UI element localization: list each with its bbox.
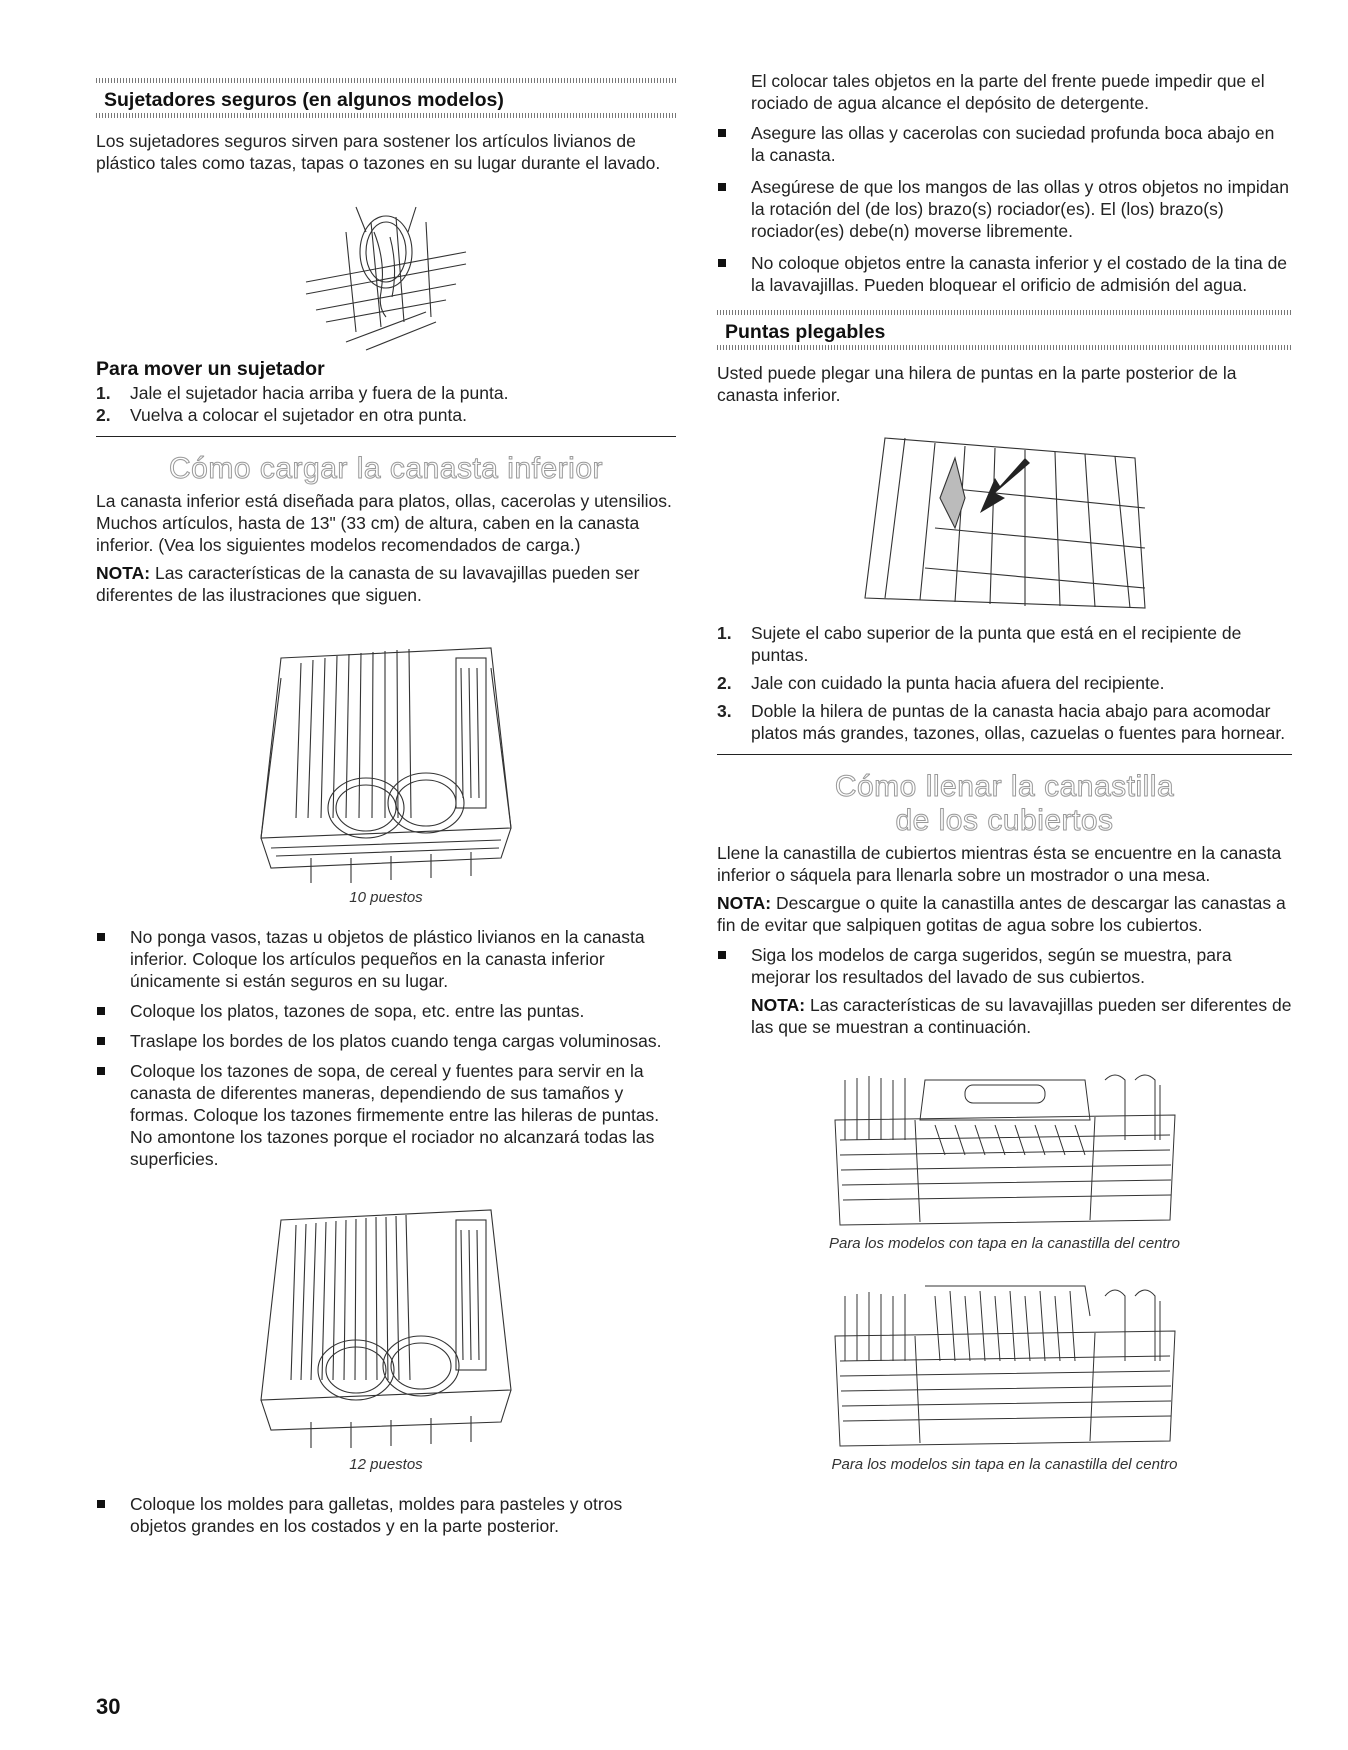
caption-basket-without-lid: Para los modelos sin tapa en la canastilla del centro [831, 1456, 1178, 1473]
cutlery-note-2: NOTA: Las características de su lavavajillas pueden ser diferentes de las que se muestran a continuación. [751, 995, 1292, 1037]
cutlery-intro: Llene la canastilla de cubiertos mientras ésta se encuentre en la canasta inferior o sáquela para llenarla sobre un mostrador o una mesa. [717, 843, 1282, 885]
rack-12-settings-illustration [251, 1190, 521, 1455]
secure-clips-text: Los sujetadores seguros sirven para sostener los artículos livianos de plástico tales como tazas, tapas o tazones en su lugar durante el lavado. [96, 131, 661, 173]
secure-clip-illustration [286, 192, 486, 352]
fold-tines-heading: Puntas plegables [725, 321, 886, 343]
lower-rack-bullets [96, 926, 676, 1170]
caption-basket-with-lid: Para los modelos con tapa en la canastilla del centro [828, 1235, 1181, 1252]
lower-rack-note: NOTA: Las características de la canasta de su lavavajillas pueden ser diferentes de las ilustraciones que siguen. [96, 563, 640, 605]
right-column [717, 0, 1292, 1475]
folding-tines-illustration [845, 418, 1165, 618]
move-clip-steps [96, 382, 676, 426]
left-column [96, 0, 676, 1537]
caption-10-settings: 10 puestos [349, 889, 423, 906]
cutlery-note: NOTA: Descargue o quite la canastilla antes de descargar las canastas a fin de evitar que salpiquen gotitas de agua sobre los cubiertos. [717, 893, 1286, 935]
lower-rack-intro: La canasta inferior está diseñada para platos, ollas, cacerolas y utensilios. Muchos artículos, hasta de 13" (33 cm) de altura, caben en la canasta inferior. (Vea los siguientes modelos recomendados de carga.) [96, 491, 672, 555]
list-item: 1. Sujete el cabo superior de la punta que está en el recipiente de puntas. [717, 623, 1242, 665]
cutlery-bullets [717, 944, 1292, 988]
list-item: Siga los modelos de carga sugeridos, según se muestra, para mejorar los resultados del lavado de sus cubiertos. [717, 944, 1292, 988]
list-item: 3. Doble la hilera de puntas de la canasta hacia abajo para acomodar platos más grandes, tazones, ollas, cazuelas o fuentes para hornear. [717, 701, 1286, 743]
fold-tines-text: Usted puede plegar una hilera de puntas en la parte posterior de la canasta inferior. [717, 363, 1237, 405]
page-number: 30 [96, 1694, 121, 1719]
cutlery-heading-line2: de los cubiertos [895, 804, 1114, 837]
list-item: 2. Vuelva a colocar el sujetador en otra punta. [96, 405, 467, 425]
section-rule-top [717, 310, 1292, 315]
lower-rack-last-bullet [96, 1493, 676, 1537]
list-item: 1. Jale el sujetador hacia arriba y fuera de la punta. [96, 383, 509, 403]
continued-text: El colocar tales objetos en la parte del frente puede impedir que el rociado de agua alcance el depósito de detergente. [751, 71, 1265, 113]
list-item: Traslape los bordes de los platos cuando tenga cargas voluminosas. [96, 1030, 676, 1052]
cutlery-basket-nolid-illustration [815, 1276, 1195, 1451]
caption-12-settings: 12 puestos [349, 1456, 423, 1473]
section-rule-top [96, 78, 676, 83]
section-rule-bottom [96, 113, 676, 118]
list-item: No ponga vasos, tazas u objetos de plástico livianos en la canasta inferior. Coloque los artículos pequeños en la canasta inferior únicamente si están seguros en su lugar. [96, 926, 676, 992]
list-item: Asegure las ollas y cacerolas con suciedad profunda boca abajo en la canasta. [717, 122, 1292, 166]
list-item: Coloque los moldes para galletas, moldes para pasteles y otros objetos grandes en los costados y en la parte posterior. [96, 1493, 676, 1537]
list-item: 2. Jale con cuidado la punta hacia afuera del recipiente. [717, 673, 1165, 693]
pots-bullets [717, 122, 1292, 296]
secure-clips-heading: Sujetadores seguros (en algunos modelos) [104, 89, 504, 111]
cutlery-heading-line1: Cómo llenar la canastilla [834, 770, 1175, 803]
fold-tines-steps [717, 622, 1292, 744]
section-rule-bottom [717, 345, 1292, 350]
list-item: No coloque objetos entre la canasta inferior y el costado de la tina de la lavavajillas. Pueden bloquear el orificio de admisión del agua. [717, 252, 1292, 296]
move-clip-heading: Para mover un sujetador [96, 358, 325, 380]
list-item: Coloque los platos, tazones de sopa, etc. entre las puntas. [96, 1000, 676, 1022]
lower-rack-heading: Cómo cargar la canasta inferior [168, 452, 604, 485]
cutlery-basket-lid-illustration [815, 1060, 1195, 1230]
list-item: Coloque los tazones de sopa, de cereal y fuentes para servir en la canasta de diferentes maneras, dependiendo de sus tamaños y formas. Coloque los tazones firmemente entre las hileras de puntas. No amontone los tazones porque el rociador no alcanzará todas las superficies. [96, 1060, 676, 1170]
list-item: Asegúrese de que los mangos de las ollas y otros objetos no impidan la rotación del (de los) brazo(s) rociador(es). El (los) brazo(s) rociador(es) debe(n) moverse libremente. [717, 176, 1292, 242]
rack-10-settings-illustration [251, 618, 521, 888]
